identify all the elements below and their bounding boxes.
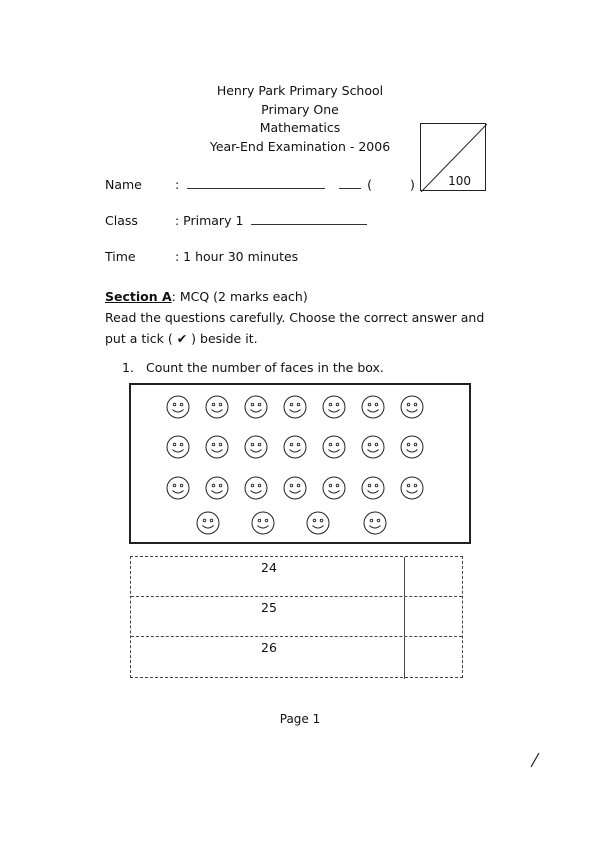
name-field[interactable] (187, 176, 325, 189)
option-row[interactable] (131, 637, 462, 679)
option-text: 26 (261, 640, 277, 655)
name-label: Name (105, 177, 142, 192)
question-number: 1. (122, 360, 134, 375)
answer-options (130, 556, 463, 678)
smiley-face-icon (205, 476, 229, 500)
time-value: : 1 hour 30 minutes (174, 249, 299, 264)
smiley-face-icon (322, 476, 346, 500)
smiley-face-icon (166, 435, 190, 459)
smiley-face-icon (166, 476, 190, 500)
name-colon: : (174, 177, 180, 192)
smiley-face-icon (361, 395, 385, 419)
smiley-face-icon (400, 435, 424, 459)
score-box (420, 123, 486, 191)
exam-header (180, 82, 420, 156)
section-title: Section A (105, 289, 172, 304)
smiley-face-icon (205, 435, 229, 459)
school-name: Henry Park Primary School (216, 83, 384, 98)
smiley-face-icon (244, 395, 268, 419)
class-field[interactable] (251, 212, 367, 225)
smiley-face-icon (244, 476, 268, 500)
index-paren-open: ( (367, 177, 373, 192)
index-paren-close: ) (410, 177, 415, 192)
question-1 (122, 360, 384, 375)
smiley-face-icon (361, 435, 385, 459)
smiley-face-icon (283, 395, 307, 419)
question-text: Count the number of faces in the box. (146, 360, 384, 375)
index-number-field[interactable] (376, 177, 406, 189)
option-row[interactable] (131, 557, 462, 597)
option-text: 25 (261, 600, 277, 615)
class-label: Class (105, 213, 138, 228)
smiley-face-icon (251, 511, 275, 535)
option-text: 24 (261, 560, 277, 575)
time-row (105, 249, 298, 264)
tick-box[interactable] (404, 597, 462, 636)
section-instructions: Read the questions carefully. Choose the correct answer and put a tick ( (105, 310, 485, 346)
smiley-face-icon (322, 435, 346, 459)
time-label: Time (105, 249, 136, 264)
class-value: : Primary 1 (174, 213, 244, 228)
exam-title: Year-End Examination - 2006 (209, 138, 391, 154)
smiley-face-icon (283, 476, 307, 500)
smiley-face-icon (400, 476, 424, 500)
tick-icon: ✔ (176, 331, 188, 346)
smiley-face-icon (322, 395, 346, 419)
smiley-face-icon (196, 511, 220, 535)
smiley-face-icon (244, 435, 268, 459)
smiley-face-icon (166, 395, 190, 419)
page-number: Page 1 (279, 712, 321, 726)
subject: Mathematics (259, 120, 341, 135)
smiley-face-icon (363, 511, 387, 535)
smiley-face-icon (306, 511, 330, 535)
section-a (105, 286, 500, 349)
score-total: 100 (448, 174, 471, 188)
stray-mark (528, 752, 542, 768)
faces-box (129, 383, 471, 544)
option-row[interactable] (131, 597, 462, 637)
name-row (105, 176, 415, 192)
tick-box[interactable] (404, 637, 462, 679)
tick-box[interactable] (404, 557, 462, 596)
smiley-face-icon (283, 435, 307, 459)
name-field-extra[interactable] (339, 176, 361, 189)
section-subtitle: : MCQ (2 marks each) (171, 289, 308, 304)
class-row (105, 212, 367, 228)
smiley-face-icon (361, 476, 385, 500)
smiley-face-icon (400, 395, 424, 419)
smiley-face-icon (205, 395, 229, 419)
section-instructions-end: ) beside it. (191, 331, 258, 346)
level: Primary One (261, 101, 339, 117)
